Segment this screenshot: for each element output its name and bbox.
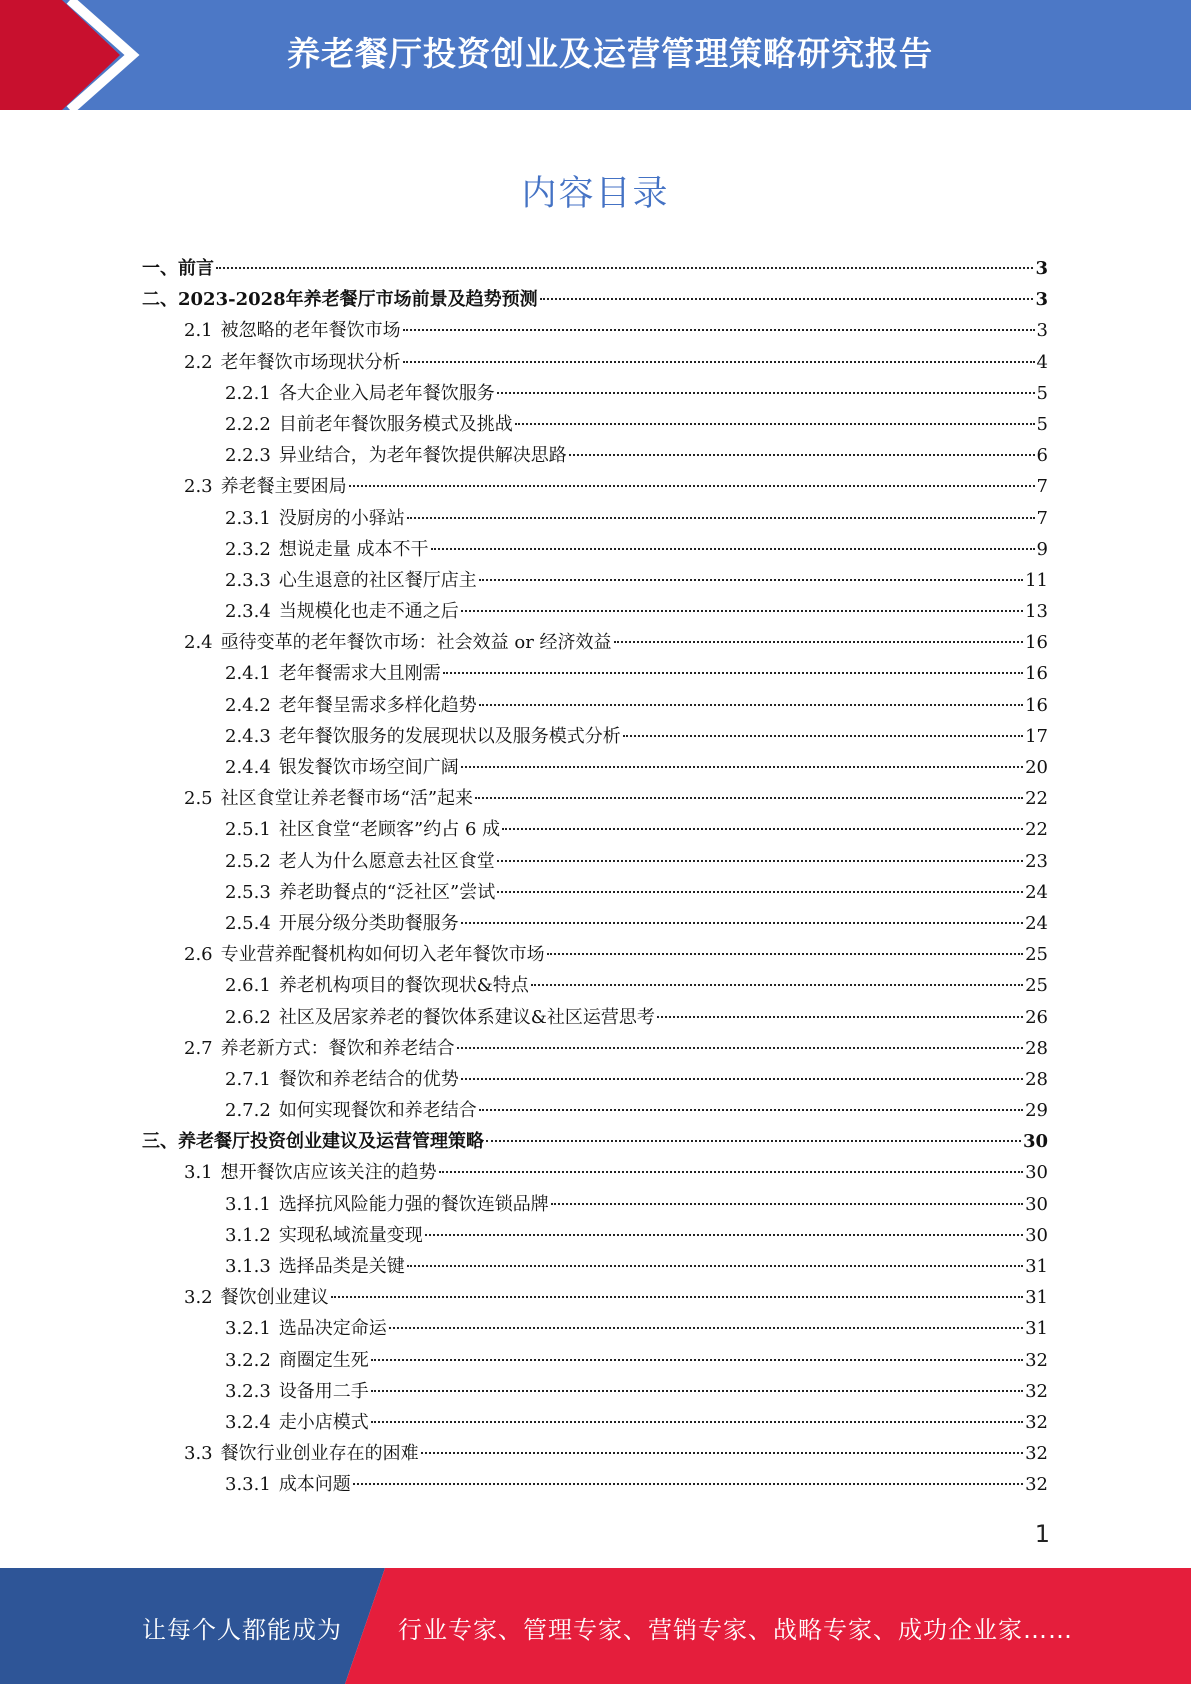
toc-dot-leader bbox=[502, 828, 1023, 830]
toc-entry-text: 养老餐主要困局 bbox=[220, 476, 347, 498]
toc-entry-number: 3.2.1 bbox=[225, 1318, 271, 1340]
toc-dot-leader bbox=[614, 641, 1024, 643]
toc-dot-leader bbox=[403, 361, 1035, 363]
toc-entry-page: 9 bbox=[1036, 538, 1048, 560]
toc-entry-page: 28 bbox=[1025, 1068, 1048, 1090]
toc-entry[interactable] bbox=[142, 721, 1048, 752]
toc-entry-number: 2.6.2 bbox=[225, 1006, 271, 1028]
toc-entry-text: 各大企业入局老年餐饮服务 bbox=[278, 382, 495, 404]
header-arrow-decoration bbox=[0, 0, 150, 110]
toc-dot-leader bbox=[353, 1483, 1023, 1485]
toc-entry-text: 养老餐厅投资创业建议及运营管理策略 bbox=[178, 1131, 484, 1153]
toc-entry-page: 22 bbox=[1025, 819, 1048, 841]
toc-entry-page: 24 bbox=[1025, 912, 1048, 934]
toc-entry[interactable] bbox=[142, 1407, 1048, 1438]
toc-entry-text: 老年餐需求大且刚需 bbox=[278, 663, 441, 685]
toc-entry[interactable] bbox=[142, 1126, 1048, 1157]
toc-dot-leader bbox=[425, 1234, 1023, 1236]
toc-entry-text: 目前老年餐饮服务模式及挑战 bbox=[278, 413, 513, 435]
toc-entry-number: 2.5 bbox=[184, 788, 213, 810]
toc-entry[interactable] bbox=[142, 814, 1048, 845]
toc-entry-text: 老年餐饮市场现状分析 bbox=[220, 351, 401, 373]
toc-entry-number: 3.2.4 bbox=[225, 1411, 271, 1433]
toc-entry-page: 24 bbox=[1025, 881, 1048, 903]
toc-dot-leader bbox=[497, 891, 1023, 893]
toc-entry-text: 养老助餐点的“泛社区”尝试 bbox=[278, 881, 496, 903]
table-of-contents bbox=[142, 253, 1048, 1501]
toc-entry-page: 32 bbox=[1025, 1349, 1048, 1371]
toc-entry-number: 2.4.3 bbox=[225, 725, 271, 747]
toc-entry-number: 2.3.4 bbox=[225, 601, 271, 623]
page-footer bbox=[0, 1568, 1191, 1684]
toc-entry-number: 2.1 bbox=[184, 320, 213, 342]
toc-dot-leader bbox=[547, 953, 1023, 955]
toc-entry[interactable] bbox=[142, 347, 1048, 378]
toc-dot-leader bbox=[479, 579, 1023, 581]
toc-entry-number: 2.2 bbox=[184, 351, 213, 373]
toc-entry-number: 2.5.1 bbox=[225, 819, 271, 841]
toc-entry-text: 心生退意的社区餐厅店主 bbox=[278, 569, 477, 591]
footer-slogan-left: 让每个人都能成为 bbox=[142, 1616, 342, 1644]
toc-entry-page: 23 bbox=[1025, 850, 1048, 872]
toc-entry[interactable] bbox=[142, 596, 1048, 627]
toc-entry-page: 32 bbox=[1025, 1411, 1048, 1433]
toc-entry-number: 3.1.2 bbox=[225, 1224, 271, 1246]
toc-dot-leader bbox=[349, 485, 1035, 487]
toc-entry[interactable] bbox=[142, 970, 1048, 1001]
toc-entry-text: 选择抗风险能力强的餐饮连锁品牌 bbox=[278, 1193, 549, 1215]
toc-dot-leader bbox=[407, 517, 1035, 519]
toc-entry-page: 4 bbox=[1036, 351, 1048, 373]
toc-entry-number: 2.5.4 bbox=[225, 912, 271, 934]
toc-entry-number: 2.7.2 bbox=[225, 1100, 271, 1122]
toc-entry-text: 开展分级分类助餐服务 bbox=[278, 912, 459, 934]
toc-entry-page: 30 bbox=[1025, 1193, 1048, 1215]
toc-entry[interactable] bbox=[142, 440, 1048, 471]
toc-entry-number: 3.3 bbox=[184, 1443, 213, 1465]
toc-entry-page: 32 bbox=[1025, 1380, 1048, 1402]
toc-entry-text: 餐饮和养老结合的优势 bbox=[278, 1068, 459, 1090]
toc-entry-text: 走小店模式 bbox=[278, 1411, 369, 1433]
toc-entry-text: 想说走量 成本不干 bbox=[278, 538, 429, 560]
toc-entry[interactable] bbox=[142, 503, 1048, 534]
toc-entry[interactable] bbox=[142, 690, 1048, 721]
toc-entry-number: 2.6.1 bbox=[225, 975, 271, 997]
toc-entry-page: 32 bbox=[1025, 1474, 1048, 1496]
toc-entry-page: 6 bbox=[1036, 445, 1048, 467]
page-number: 1 bbox=[1034, 1520, 1050, 1548]
toc-entry-number: 2.4.2 bbox=[225, 694, 271, 716]
toc-entry-text: 如何实现餐饮和养老结合 bbox=[278, 1100, 477, 1122]
toc-entry-number: 2.2.1 bbox=[225, 382, 271, 404]
toc-dot-leader bbox=[497, 392, 1035, 394]
toc-entry-page: 31 bbox=[1025, 1256, 1048, 1277]
toc-entry[interactable] bbox=[142, 1002, 1048, 1033]
toc-entry-page: 3 bbox=[1035, 258, 1048, 279]
toc-dot-leader bbox=[443, 672, 1023, 674]
toc-entry-page: 16 bbox=[1025, 632, 1048, 654]
toc-entry[interactable] bbox=[142, 627, 1048, 658]
toc-entry-page: 30 bbox=[1025, 1162, 1048, 1184]
toc-dot-leader bbox=[371, 1390, 1023, 1392]
toc-entry-text: 养老新方式：餐饮和养老结合 bbox=[220, 1037, 455, 1059]
toc-entry[interactable] bbox=[142, 846, 1048, 877]
toc-entry-text: 老年餐饮服务的发展现状以及服务模式分析 bbox=[278, 725, 621, 747]
toc-entry[interactable] bbox=[142, 534, 1048, 565]
toc-dot-leader bbox=[331, 1296, 1023, 1298]
toc-entry-page: 29 bbox=[1025, 1100, 1048, 1122]
toc-entry-page: 31 bbox=[1025, 1318, 1048, 1340]
toc-dot-leader bbox=[479, 1109, 1023, 1111]
toc-entry-number: 2.4 bbox=[184, 632, 213, 654]
toc-entry-text: 商圈定生死 bbox=[278, 1349, 369, 1371]
toc-entry[interactable] bbox=[142, 1157, 1048, 1188]
toc-entry-page: 17 bbox=[1025, 725, 1048, 747]
toc-entry-number: 2.3 bbox=[184, 476, 213, 498]
toc-entry-text: 成本问题 bbox=[278, 1474, 351, 1496]
toc-entry-page: 16 bbox=[1025, 663, 1048, 685]
toc-dot-leader bbox=[421, 1452, 1023, 1454]
toc-entry-number: 2.2.2 bbox=[225, 413, 271, 435]
toc-entry-number: 2.5.3 bbox=[225, 881, 271, 903]
toc-entry-text: 2023-2028年养老餐厅市场前景及趋势预测 bbox=[178, 289, 538, 311]
toc-entry[interactable] bbox=[142, 1469, 1048, 1500]
toc-dot-leader bbox=[461, 1078, 1023, 1080]
toc-entry[interactable] bbox=[142, 939, 1048, 970]
toc-entry-number: 3.1.1 bbox=[225, 1193, 271, 1215]
toc-entry[interactable] bbox=[142, 1251, 1048, 1282]
toc-entry-text: 亟待变革的老年餐饮市场：社会效益 or 经济效益 bbox=[220, 632, 612, 654]
toc-entry[interactable] bbox=[142, 315, 1048, 346]
toc-entry-page: 7 bbox=[1036, 476, 1048, 498]
toc-entry-text: 社区食堂让养老餐市场“活”起来 bbox=[220, 788, 474, 810]
toc-entry[interactable] bbox=[142, 409, 1048, 440]
toc-dot-leader bbox=[461, 922, 1023, 924]
toc-entry-number: 2.2.3 bbox=[225, 445, 271, 467]
toc-entry-text: 前言 bbox=[178, 258, 214, 279]
toc-entry-text: 老年餐呈需求多样化趋势 bbox=[278, 694, 477, 716]
toc-entry-number: 三、 bbox=[142, 1131, 178, 1153]
toc-entry-number: 3.2.3 bbox=[225, 1380, 271, 1402]
toc-entry-text: 被忽略的老年餐饮市场 bbox=[220, 320, 401, 342]
toc-dot-leader bbox=[457, 1047, 1023, 1049]
toc-entry-number: 2.5.2 bbox=[225, 850, 271, 872]
toc-entry[interactable] bbox=[142, 1189, 1048, 1220]
toc-entry-page: 3 bbox=[1035, 289, 1048, 311]
toc-entry-text: 异业结合，为老年餐饮提供解决思路 bbox=[278, 445, 567, 467]
toc-entry-text: 老人为什么愿意去社区食堂 bbox=[278, 850, 495, 872]
toc-entry-page: 11 bbox=[1025, 569, 1048, 591]
toc-entry-page: 22 bbox=[1025, 788, 1048, 810]
toc-entry-text: 选品决定命运 bbox=[278, 1318, 387, 1340]
toc-entry-page: 26 bbox=[1025, 1006, 1048, 1028]
footer-slogan-right: 行业专家、管理专家、营销专家、战略专家、成功企业家…… bbox=[398, 1616, 1073, 1644]
toc-entry[interactable] bbox=[142, 1064, 1048, 1095]
toc-entry-number: 2.6 bbox=[184, 944, 213, 966]
toc-dot-leader bbox=[371, 1359, 1023, 1361]
toc-dot-leader bbox=[407, 1265, 1023, 1267]
toc-entry-number: 一、 bbox=[142, 258, 178, 279]
toc-entry-page: 32 bbox=[1025, 1443, 1048, 1465]
toc-entry-text: 设备用二手 bbox=[278, 1380, 369, 1402]
toc-entry-text: 实现私域流量变现 bbox=[278, 1224, 423, 1246]
toc-dot-leader bbox=[403, 329, 1035, 331]
toc-entry-page: 16 bbox=[1025, 694, 1048, 716]
toc-dot-leader bbox=[479, 704, 1023, 706]
toc-entry[interactable] bbox=[142, 565, 1048, 596]
page-header bbox=[0, 0, 1191, 110]
toc-entry-number: 2.3.2 bbox=[225, 538, 271, 560]
toc-entry[interactable] bbox=[142, 783, 1048, 814]
toc-entry-page: 31 bbox=[1025, 1287, 1048, 1309]
toc-entry-text: 选择品类是关键 bbox=[278, 1256, 405, 1277]
toc-dot-leader bbox=[497, 860, 1023, 862]
toc-entry-number: 二、 bbox=[142, 289, 178, 311]
toc-entry-number: 3.2.2 bbox=[225, 1349, 271, 1371]
toc-entry-page: 3 bbox=[1036, 320, 1048, 342]
toc-dot-leader bbox=[461, 766, 1023, 768]
toc-entry-page: 5 bbox=[1036, 382, 1048, 404]
toc-entry-number: 2.7.1 bbox=[225, 1068, 271, 1090]
toc-entry-number: 3.2 bbox=[184, 1287, 213, 1309]
toc-entry-page: 7 bbox=[1036, 507, 1048, 529]
toc-dot-leader bbox=[515, 423, 1035, 425]
toc-entry-page: 28 bbox=[1025, 1037, 1048, 1059]
toc-dot-leader bbox=[540, 298, 1034, 300]
toc-entry-number: 3.1 bbox=[184, 1162, 213, 1184]
toc-entry-page: 30 bbox=[1025, 1224, 1048, 1246]
toc-entry-text: 没厨房的小驿站 bbox=[278, 507, 405, 529]
toc-dot-leader bbox=[569, 454, 1035, 456]
toc-dot-leader bbox=[431, 548, 1035, 550]
toc-entry-text: 养老机构项目的餐饮现状&特点 bbox=[278, 975, 529, 997]
toc-entry[interactable] bbox=[142, 1095, 1048, 1126]
toc-entry-number: 2.3.1 bbox=[225, 507, 271, 529]
toc-dot-leader bbox=[439, 1171, 1023, 1173]
toc-entry-text: 餐饮行业创业存在的困难 bbox=[220, 1443, 419, 1465]
toc-entry-text: 社区食堂“老顾客”约占 6 成 bbox=[278, 819, 501, 841]
toc-entry-page: 5 bbox=[1036, 413, 1048, 435]
toc-dot-leader bbox=[216, 267, 1033, 269]
toc-entry[interactable] bbox=[142, 1033, 1048, 1064]
toc-entry-number: 2.4.1 bbox=[225, 663, 271, 685]
toc-dot-leader bbox=[623, 735, 1023, 737]
toc-entry-text: 餐饮创业建议 bbox=[220, 1287, 329, 1309]
toc-dot-leader bbox=[371, 1421, 1023, 1423]
toc-entry-text: 想开餐饮店应该关注的趋势 bbox=[220, 1162, 437, 1184]
toc-entry[interactable] bbox=[142, 752, 1048, 783]
toc-entry[interactable] bbox=[142, 1282, 1048, 1313]
toc-entry[interactable] bbox=[142, 908, 1048, 939]
toc-entry-text: 当规模化也走不通之后 bbox=[278, 601, 459, 623]
toc-entry-text: 社区及居家养老的餐饮体系建议&社区运营思考 bbox=[278, 1006, 655, 1028]
toc-entry[interactable] bbox=[142, 658, 1048, 689]
toc-entry[interactable] bbox=[142, 1313, 1048, 1344]
toc-entry-page: 25 bbox=[1025, 975, 1048, 997]
toc-entry[interactable] bbox=[142, 1376, 1048, 1407]
toc-dot-leader bbox=[389, 1327, 1023, 1329]
toc-entry[interactable] bbox=[142, 1220, 1048, 1251]
toc-dot-leader bbox=[657, 1016, 1023, 1018]
toc-dot-leader bbox=[551, 1203, 1023, 1205]
toc-entry-number: 2.3.3 bbox=[225, 569, 271, 591]
toc-entry[interactable] bbox=[142, 877, 1048, 908]
toc-entry-number: 2.4.4 bbox=[225, 757, 271, 778]
toc-entry[interactable] bbox=[142, 253, 1048, 284]
toc-dot-leader bbox=[461, 610, 1023, 612]
toc-entry-text: 专业营养配餐机构如何切入老年餐饮市场 bbox=[220, 944, 545, 966]
toc-entry-text: 银发餐饮市场空间广阔 bbox=[278, 757, 459, 778]
toc-entry-page: 25 bbox=[1025, 944, 1048, 966]
report-title: 养老餐厅投资创业及运营管理策略研究报告 bbox=[287, 34, 933, 73]
toc-entry-page: 13 bbox=[1025, 601, 1048, 623]
toc-title: 内容目录 bbox=[521, 174, 670, 214]
toc-entry[interactable] bbox=[142, 471, 1048, 502]
toc-dot-leader bbox=[486, 1140, 1021, 1142]
toc-entry-number: 3.3.1 bbox=[225, 1474, 271, 1496]
toc-entry[interactable] bbox=[142, 284, 1048, 315]
toc-entry[interactable] bbox=[142, 1345, 1048, 1376]
toc-entry-page: 30 bbox=[1022, 1131, 1048, 1153]
toc-entry-number: 3.1.3 bbox=[225, 1256, 271, 1277]
toc-dot-leader bbox=[531, 984, 1023, 986]
toc-entry[interactable] bbox=[142, 378, 1048, 409]
toc-entry-page: 20 bbox=[1025, 757, 1048, 778]
toc-entry[interactable] bbox=[142, 1438, 1048, 1469]
toc-dot-leader bbox=[475, 797, 1023, 799]
toc-entry-number: 2.7 bbox=[184, 1037, 213, 1059]
